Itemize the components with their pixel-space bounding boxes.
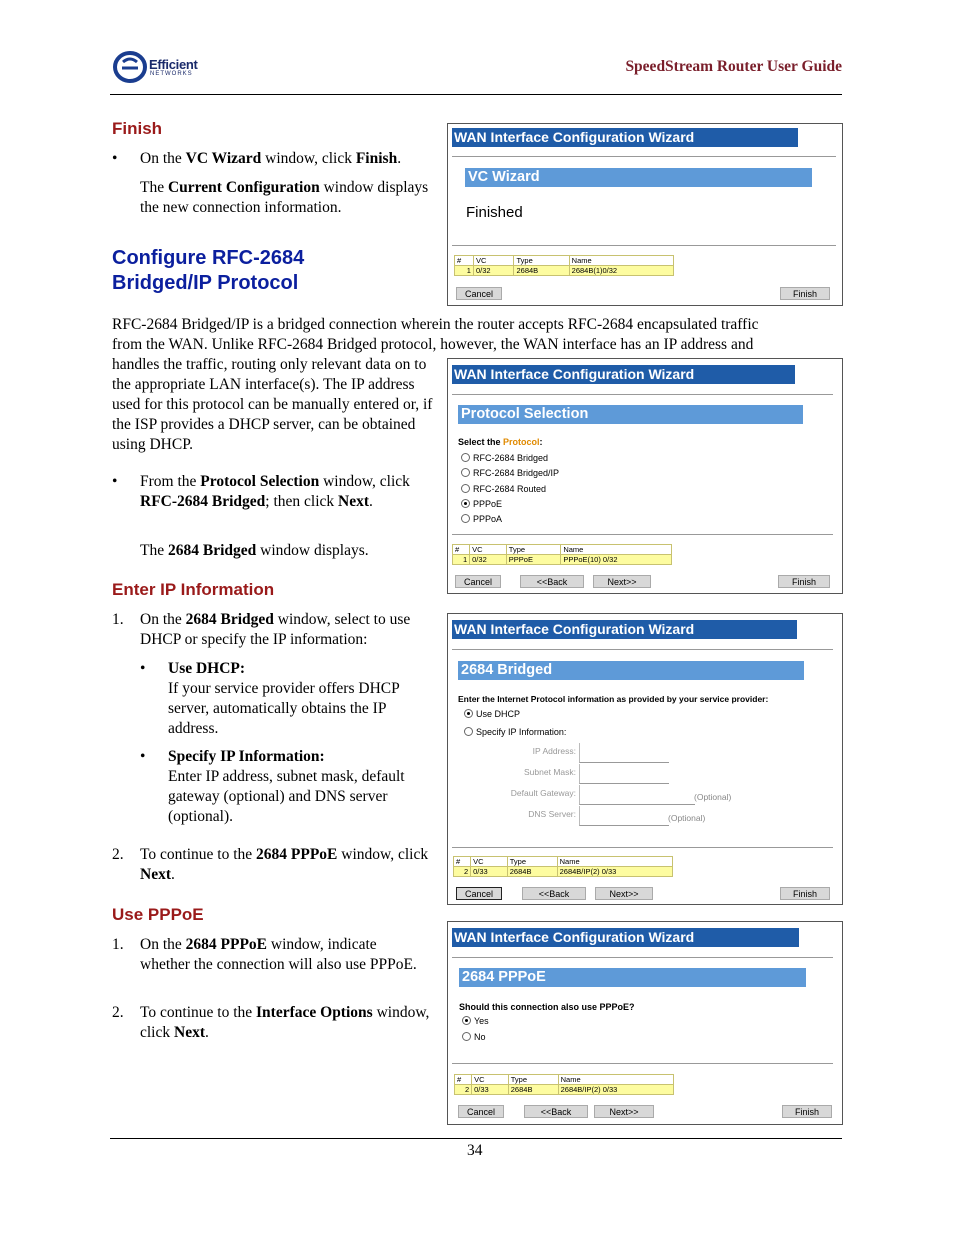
back-button[interactable]: <<Back bbox=[520, 575, 584, 588]
radio-pppoe[interactable] bbox=[461, 497, 559, 512]
subnet-mask-label: Subnet Mask: bbox=[524, 767, 576, 777]
option-label: No bbox=[474, 1032, 486, 1042]
text-bold: Use DHCP: bbox=[168, 660, 246, 677]
radio-rfc2684-bridged-ip[interactable] bbox=[461, 466, 559, 481]
text-bold: 2684 PPPoE bbox=[185, 936, 268, 953]
dns-server-field[interactable] bbox=[579, 806, 669, 826]
text-highlight: Protocol bbox=[503, 437, 540, 447]
next-button[interactable]: Next>> bbox=[593, 575, 651, 588]
finish-button[interactable]: Finish bbox=[778, 575, 830, 588]
vc-table bbox=[454, 255, 674, 276]
cell: 2684B bbox=[514, 266, 569, 276]
cancel-button[interactable]: Cancel bbox=[456, 887, 502, 900]
text: . bbox=[369, 493, 373, 510]
col-type: Type bbox=[514, 256, 569, 266]
option-label: Specify IP Information: bbox=[476, 727, 567, 737]
text: : bbox=[539, 437, 543, 447]
wizard-panel-protocol bbox=[447, 358, 843, 594]
text-bold: 2684 Bridged bbox=[167, 542, 257, 559]
col-name: Name bbox=[557, 857, 672, 867]
text: window displays the new connection information. bbox=[140, 179, 429, 216]
radio-selected-icon bbox=[462, 1016, 471, 1025]
radio-icon bbox=[461, 484, 470, 493]
configure-intro-line1: RFC-2684 Bridged/IP is a bridged connection wherein the router accepts RFC-2684 encapsulated traffic bbox=[112, 316, 759, 333]
wizard-title-bar: WAN Interface Configuration Wizard bbox=[452, 128, 798, 147]
col-type: Type bbox=[506, 545, 561, 555]
table-row[interactable] bbox=[455, 1085, 674, 1095]
next-button[interactable]: Next>> bbox=[595, 887, 653, 900]
text: window, indicate whether the connection will also use PPPoE. bbox=[140, 936, 417, 973]
text: . bbox=[205, 1024, 209, 1041]
col-vc: VC bbox=[473, 256, 514, 266]
radio-icon bbox=[461, 468, 470, 477]
radio-icon bbox=[461, 453, 470, 462]
option-label: PPPoA bbox=[473, 514, 503, 525]
divider bbox=[452, 957, 833, 958]
text: window, click bbox=[140, 1004, 430, 1041]
text: window, click bbox=[319, 473, 410, 490]
divider bbox=[452, 156, 836, 157]
vc-table bbox=[453, 856, 673, 877]
text: . bbox=[397, 150, 402, 167]
text-bold: Finish bbox=[355, 150, 398, 167]
radio-yes[interactable] bbox=[462, 1016, 489, 1026]
enter-ip-step1 bbox=[112, 610, 430, 650]
text-bold: Interface Options bbox=[256, 1004, 373, 1021]
radio-icon bbox=[461, 514, 470, 523]
wizard-panel-vc bbox=[447, 123, 843, 306]
specify-ip-bullet bbox=[168, 747, 438, 827]
text: The bbox=[140, 179, 168, 196]
cell: 1 bbox=[453, 555, 470, 565]
logo-subtext: NETWORKS bbox=[150, 71, 193, 77]
cell: 2684B/IP(2) 0/33 bbox=[558, 1085, 673, 1095]
wizard-panel-2684-bridged bbox=[447, 613, 843, 905]
protocol-prompt bbox=[458, 437, 543, 447]
page-number: 34 bbox=[467, 1142, 483, 1159]
step-number: 2. bbox=[112, 846, 124, 863]
text-bold: Next bbox=[338, 493, 370, 510]
use-pppoe-step1 bbox=[112, 935, 430, 975]
col-name: Name bbox=[558, 1075, 673, 1085]
finish-button[interactable]: Finish bbox=[780, 887, 830, 900]
enter-ip-heading: Enter IP Information bbox=[112, 580, 275, 599]
section-bar: 2684 PPPoE bbox=[459, 968, 806, 987]
radio-selected-icon bbox=[461, 499, 470, 508]
cell: PPPoE bbox=[506, 555, 561, 565]
step-number: 2. bbox=[112, 1004, 124, 1021]
protocol-options bbox=[461, 451, 559, 527]
col-vc: VC bbox=[470, 545, 507, 555]
divider bbox=[452, 649, 833, 650]
dns-server-label: DNS Server: bbox=[528, 809, 576, 819]
text-bold: Protocol Selection bbox=[200, 473, 320, 490]
cancel-button[interactable]: Cancel bbox=[455, 575, 501, 588]
text-bold: Next bbox=[140, 866, 171, 883]
option-label: RFC-2684 Bridged bbox=[473, 453, 549, 463]
text-bold: VC Wizard bbox=[185, 150, 262, 167]
header-title: SpeedStream Router User Guide bbox=[625, 58, 842, 75]
text: window, click bbox=[261, 150, 356, 167]
configure-heading bbox=[112, 246, 304, 296]
finish-paragraph bbox=[140, 178, 435, 218]
radio-icon bbox=[464, 727, 473, 736]
cell: 0/32 bbox=[470, 555, 507, 565]
text: On the bbox=[140, 150, 186, 167]
cell: 2684B/IP(2) 0/33 bbox=[557, 867, 672, 877]
col-name: Name bbox=[561, 545, 672, 555]
optional-note: (Optional) bbox=[668, 813, 706, 823]
cell: 0/33 bbox=[471, 867, 508, 877]
use-dhcp-bullet bbox=[168, 659, 433, 739]
cell: PPPoE(10) 0/32 bbox=[561, 555, 672, 565]
default-gateway-field[interactable] bbox=[579, 785, 695, 805]
col-num: # bbox=[453, 545, 470, 555]
ip-address-label: IP Address: bbox=[532, 746, 576, 756]
header-rule bbox=[110, 94, 842, 95]
use-pppoe-heading: Use PPPoE bbox=[112, 905, 204, 924]
text: . bbox=[171, 866, 175, 883]
col-vc: VC bbox=[472, 1075, 509, 1085]
next-button[interactable]: Next>> bbox=[594, 1105, 654, 1118]
finish-button[interactable]: Finish bbox=[780, 287, 830, 300]
divider bbox=[452, 394, 833, 395]
vc-table bbox=[452, 544, 672, 565]
text-bold: Current Configuration bbox=[167, 179, 320, 196]
cancel-button[interactable]: Cancel bbox=[456, 287, 502, 300]
cell: 2684B(1)0/32 bbox=[569, 266, 673, 276]
configure-paragraph bbox=[140, 541, 435, 561]
divider bbox=[452, 1063, 833, 1064]
radio-no[interactable] bbox=[462, 1032, 486, 1042]
radio-specify-ip[interactable] bbox=[464, 727, 566, 737]
radio-rfc2684-bridged[interactable] bbox=[461, 451, 559, 466]
text: ; then click bbox=[265, 493, 339, 510]
enter-ip-step2 bbox=[112, 845, 430, 885]
section-bar: 2684 Bridged bbox=[458, 661, 804, 680]
text: If your service provider offers DHCP server, automatically obtains the IP address. bbox=[168, 680, 400, 737]
ip-address-field[interactable] bbox=[579, 743, 669, 763]
efficient-logo-icon bbox=[113, 50, 149, 84]
cancel-button[interactable]: Cancel bbox=[458, 1105, 504, 1118]
text: window displays. bbox=[256, 542, 369, 559]
optional-note: (Optional) bbox=[694, 792, 732, 802]
text: On the bbox=[140, 611, 186, 628]
wizard-title-bar: WAN Interface Configuration Wizard bbox=[452, 365, 795, 384]
back-button[interactable]: <<Back bbox=[524, 1105, 588, 1118]
radio-selected-icon bbox=[464, 709, 473, 718]
col-vc: VC bbox=[471, 857, 508, 867]
section-bar: VC Wizard bbox=[465, 168, 812, 187]
col-num: # bbox=[454, 857, 471, 867]
finish-bullet bbox=[140, 149, 440, 169]
text-bold: RFC-2684 Bridged bbox=[140, 493, 266, 510]
col-name: Name bbox=[569, 256, 673, 266]
option-label: RFC-2684 Bridged/IP bbox=[473, 468, 560, 479]
logo-text: Efficient bbox=[149, 57, 198, 72]
use-pppoe-step2 bbox=[112, 1003, 430, 1043]
divider bbox=[452, 534, 833, 535]
cell: 2 bbox=[455, 1085, 472, 1095]
text: Enter IP address, subnet mask, default gateway (optional) and DNS server (optional). bbox=[168, 768, 405, 825]
radio-icon bbox=[462, 1032, 471, 1041]
wizard-panel-2684-pppoe bbox=[447, 921, 843, 1125]
option-label: Use DHCP bbox=[476, 709, 521, 719]
text: From the bbox=[140, 473, 201, 490]
option-label: Yes bbox=[474, 1016, 489, 1026]
configure-intro-line2: from the WAN. Unlike RFC-2684 Bridged protocol, however, the WAN interface has an IP address and bbox=[112, 336, 754, 353]
finished-message: Finished bbox=[466, 204, 523, 221]
divider bbox=[452, 847, 833, 848]
finish-button[interactable]: Finish bbox=[782, 1105, 832, 1118]
text-bold: 2684 PPPoE bbox=[256, 846, 338, 863]
text-bold: 2684 Bridged bbox=[185, 611, 274, 628]
cell: 1 bbox=[455, 266, 474, 276]
radio-use-dhcp[interactable] bbox=[464, 709, 520, 719]
radio-rfc2684-routed[interactable] bbox=[461, 482, 559, 497]
heading-line: Bridged/IP Protocol bbox=[112, 272, 299, 294]
text: window, click bbox=[337, 846, 429, 863]
col-num: # bbox=[455, 1075, 472, 1085]
cell: 2684B bbox=[507, 867, 557, 877]
table-row[interactable] bbox=[453, 555, 672, 565]
logo bbox=[113, 50, 213, 84]
text: Select the bbox=[458, 437, 504, 447]
text-bold: Next bbox=[174, 1024, 205, 1041]
pppoe-prompt: Should this connection also use PPPoE? bbox=[459, 1002, 635, 1012]
col-type: Type bbox=[507, 857, 557, 867]
section-bar: Protocol Selection bbox=[458, 405, 803, 424]
footer-rule bbox=[110, 1138, 842, 1139]
text: To continue to the bbox=[140, 1004, 257, 1021]
table-row[interactable] bbox=[454, 867, 673, 877]
heading-line: Configure RFC-2684 bbox=[112, 247, 305, 269]
text: On the bbox=[140, 936, 186, 953]
subnet-mask-field[interactable] bbox=[579, 764, 669, 784]
configure-intro-rest: handles the traffic, routing only relevant data on to the appropriate LAN interface(s). The IP address used for this protocol can be manually entered or, if the ISP provides a DHCP server, can be obtained using DHCP. bbox=[112, 356, 433, 453]
finish-heading: Finish bbox=[112, 119, 163, 138]
col-num: # bbox=[455, 256, 474, 266]
default-gateway-label: Default Gateway: bbox=[510, 788, 576, 798]
divider bbox=[452, 245, 836, 246]
ip-prompt: Enter the Internet Protocol information as provided by your service provider: bbox=[458, 694, 769, 704]
step-number: 1. bbox=[112, 611, 124, 628]
cell: 2684B bbox=[508, 1085, 558, 1095]
text-bold: Specify IP Information: bbox=[168, 748, 325, 765]
cell: 0/32 bbox=[473, 266, 514, 276]
option-label: RFC-2684 Routed bbox=[473, 483, 547, 494]
wizard-title-bar: WAN Interface Configuration Wizard bbox=[452, 928, 799, 947]
step-number: 1. bbox=[112, 936, 124, 953]
wizard-title-bar: WAN Interface Configuration Wizard bbox=[452, 620, 797, 639]
table-row[interactable] bbox=[455, 266, 674, 276]
configure-bullet bbox=[140, 472, 430, 512]
option-label: PPPoE bbox=[473, 498, 503, 509]
cell: 0/33 bbox=[472, 1085, 509, 1095]
text: The bbox=[140, 542, 168, 559]
text: window, select to use DHCP or specify the IP information: bbox=[140, 611, 411, 648]
back-button[interactable]: <<Back bbox=[522, 887, 586, 900]
cell: 2 bbox=[454, 867, 471, 877]
text: To continue to the bbox=[140, 846, 257, 863]
vc-table bbox=[454, 1074, 674, 1095]
col-type: Type bbox=[508, 1075, 558, 1085]
radio-pppoa[interactable] bbox=[461, 512, 559, 527]
